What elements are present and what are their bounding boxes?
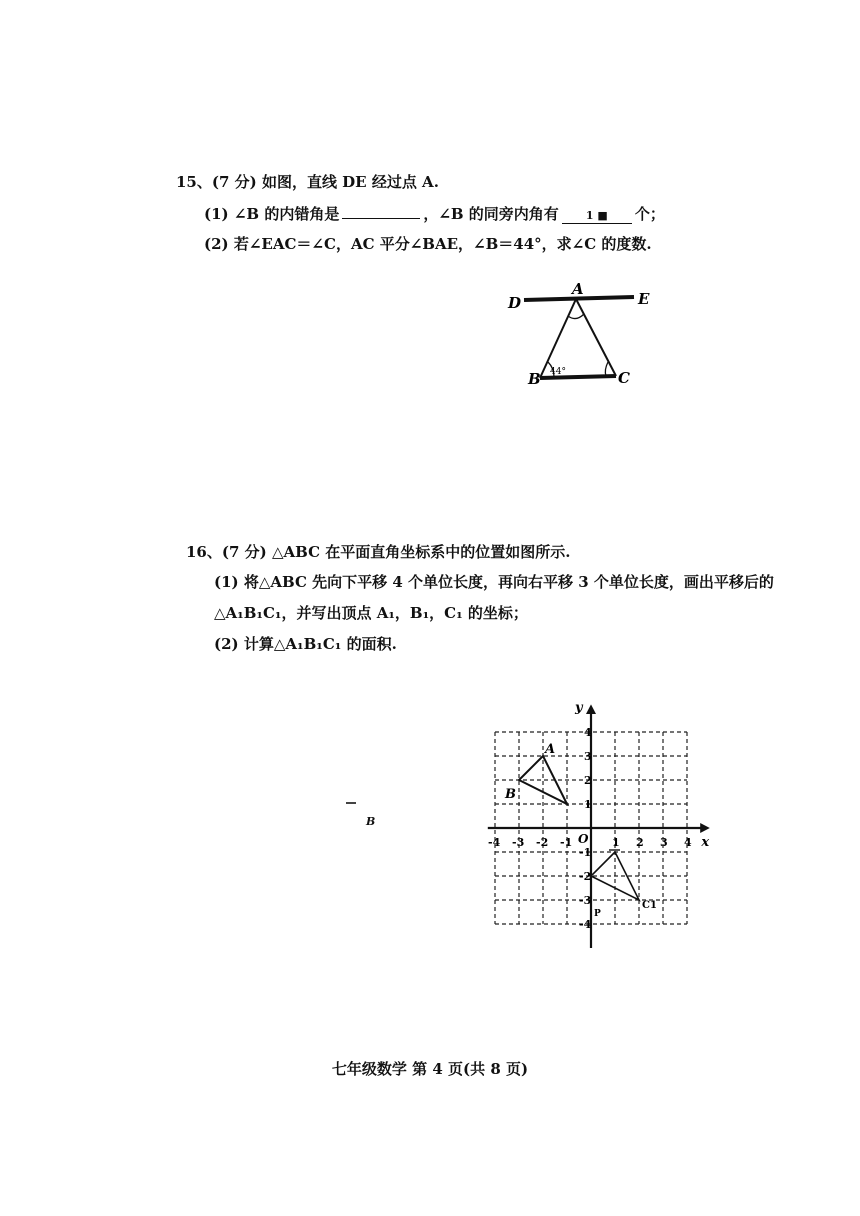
angle-arc-C bbox=[605, 362, 608, 376]
q16-part1-line1: (1) 将△ABC 先向下平移 4 个单位长度，再向右平移 3 个单位长度，画出平移后的 bbox=[214, 573, 774, 591]
x-tick-label: -4 bbox=[488, 836, 501, 849]
y-tick-label: 1 bbox=[584, 798, 592, 811]
segment-AC bbox=[576, 299, 616, 376]
q15-heading: 15、(7 分) 如图，直线 DE 经过点 A. bbox=[176, 173, 439, 191]
angle-arc-A bbox=[568, 314, 584, 319]
coordinate-graph bbox=[485, 698, 710, 953]
x-tick-label: -1 bbox=[560, 836, 573, 849]
q16-part1-line2: △A₁B₁C₁，并写出顶点 A₁，B₁，C₁ 的坐标； bbox=[214, 604, 528, 622]
q15-part1-text-a: (1) ∠B 的内错角是 bbox=[204, 205, 340, 223]
drawn-label-C1: C1 bbox=[642, 900, 657, 911]
triangles bbox=[504, 742, 657, 919]
y-tick-label: 3 bbox=[584, 750, 592, 763]
stray-dash bbox=[346, 802, 356, 804]
page-footer: 七年级数学 第 4 页(共 8 页) bbox=[331, 1060, 529, 1078]
q16-part2: (2) 计算△A₁B₁C₁ 的面积. bbox=[214, 635, 397, 653]
label-A: A bbox=[572, 280, 584, 298]
label-B: B bbox=[528, 370, 541, 388]
x-tick-label: -2 bbox=[536, 836, 549, 849]
label-D: D bbox=[508, 294, 522, 312]
y-tick-label: 4 bbox=[584, 726, 592, 739]
y-tick-label: 2 bbox=[584, 774, 592, 787]
y-tick-label: -1 bbox=[579, 846, 592, 859]
x-tick-label: -3 bbox=[512, 836, 525, 849]
drawn-label-P: P bbox=[594, 909, 601, 919]
y-tick-label: -2 bbox=[579, 870, 592, 883]
q15-part1 bbox=[204, 203, 665, 224]
q15-figure bbox=[500, 280, 660, 395]
label-E: E bbox=[638, 290, 650, 308]
x-axis-arrow bbox=[700, 823, 710, 833]
triangle-label-A: A bbox=[545, 742, 556, 757]
q15-part2: (2) 若∠EAC＝∠C，AC 平分∠BAE，∠B＝44°，求∠C 的度数. bbox=[204, 235, 652, 253]
x-tick-label: 2 bbox=[636, 836, 644, 849]
x-axis-label: x bbox=[701, 835, 710, 850]
x-tick-label: 1 bbox=[612, 836, 620, 849]
y-axis-arrow bbox=[586, 704, 596, 714]
answer-blank-2[interactable]: 1 ■ bbox=[562, 209, 632, 224]
q15-part1-text-c: 个； bbox=[634, 205, 665, 223]
stray-mark: B bbox=[366, 815, 376, 828]
answer-blank-1[interactable] bbox=[342, 204, 420, 219]
q16-heading: 16、(7 分) △ABC 在平面直角坐标系中的位置如图所示. bbox=[186, 543, 571, 561]
x-tick-label: 3 bbox=[660, 836, 668, 849]
label-C: C bbox=[618, 369, 630, 387]
triangle-label-B: B bbox=[505, 787, 516, 802]
q15-part1-text-b: ，∠B 的同旁内角有 bbox=[423, 205, 559, 223]
y-axis-label: y bbox=[575, 700, 583, 716]
x-tick-label: 4 bbox=[684, 836, 692, 849]
y-tick-label: -3 bbox=[579, 894, 592, 907]
origin-label: O bbox=[578, 832, 589, 846]
angle-B-value: 44° bbox=[550, 367, 566, 377]
handwritten-answer: 1 bbox=[585, 209, 594, 222]
y-tick-label: -4 bbox=[579, 918, 592, 931]
